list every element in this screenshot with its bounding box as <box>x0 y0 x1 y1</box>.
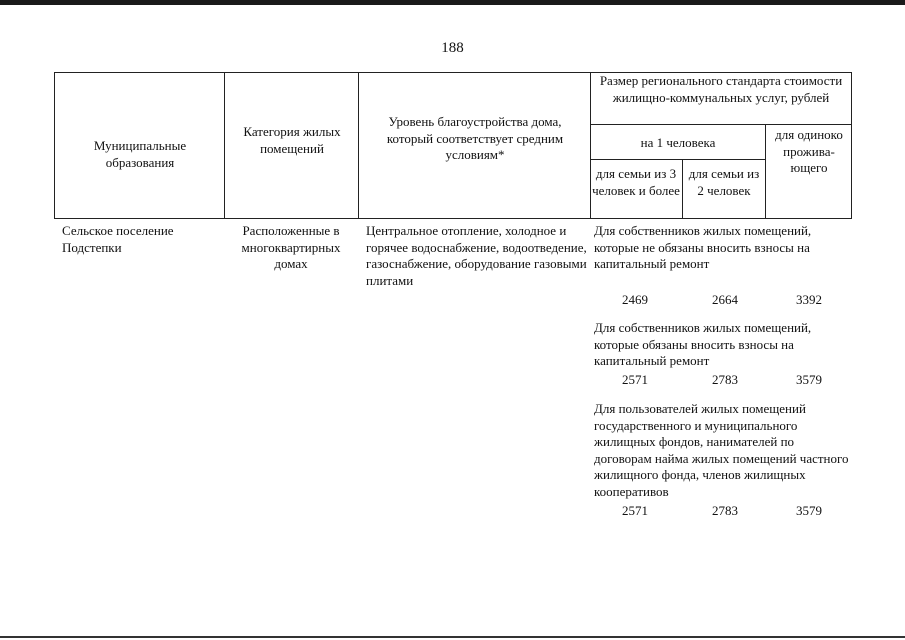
header-rule-1 <box>590 124 851 125</box>
col-line-5 <box>765 124 766 219</box>
col-line-4 <box>682 159 683 219</box>
row-category: Расположенные в многоквартирных домах <box>241 223 341 271</box>
group-1-label: Для собственников жилых помещений, которые не обязаны вносить взносы на капитальный ремонт <box>594 223 812 271</box>
group-2-single-value: 3579 <box>796 372 822 387</box>
row-level: Центральное отопление, холодное и горячее водоснабжение, водоотведение, газоснабжение, оборудование газовыми плитами <box>366 223 587 288</box>
header-municipal: Муниципальные образования <box>93 138 187 170</box>
group-3-label: Для пользователей жилых помещений государственного и муниципального жилищных фондов, нанимателей по договорам найма жилых помещений частного жилищного фонда, членов жилищных кооперативов <box>594 401 849 499</box>
group-3-single-value: 3579 <box>796 503 822 518</box>
page-number: 188 <box>441 40 464 56</box>
group-3-family3-value: 2571 <box>622 503 648 518</box>
group-2-family3-value: 2571 <box>622 372 648 387</box>
top-border-bar <box>0 0 905 5</box>
header-rule-2 <box>590 159 765 160</box>
col-line-2 <box>358 72 359 219</box>
col-line-6 <box>851 72 852 219</box>
header-family2: для семьи из 2 человек <box>688 166 760 198</box>
group-1-family2-value: 2664 <box>712 292 738 307</box>
header-category: Категория жилых помещений <box>243 124 341 156</box>
header-bottom-line <box>54 218 851 219</box>
header-per-person: на 1 человека <box>640 135 716 150</box>
bottom-border-bar <box>0 636 905 638</box>
col-line-0 <box>54 72 55 219</box>
group-2-label: Для собственников жилых помещений, которые обязаны вносить взносы на капитальный ремонт <box>594 320 812 368</box>
header-single: для одиноко прожива-ющего <box>775 127 843 175</box>
header-standard: Размер регионального стандарта стоимости жилищно-коммунальных услуг, рублей <box>599 73 843 105</box>
col-line-3 <box>590 72 591 219</box>
row-municipal: Сельское поселение Подстепки <box>62 223 174 255</box>
group-1-family3-value: 2469 <box>622 292 648 307</box>
col-line-1 <box>224 72 225 219</box>
group-3-family2-value: 2783 <box>712 503 738 518</box>
group-2-family2-value: 2783 <box>712 372 738 387</box>
header-family3: для семьи из 3 человек и более <box>592 166 680 198</box>
group-1-single-value: 3392 <box>796 292 822 307</box>
header-level: Уровень благоустройства дома, который соответствует средним условиям* <box>386 114 564 162</box>
